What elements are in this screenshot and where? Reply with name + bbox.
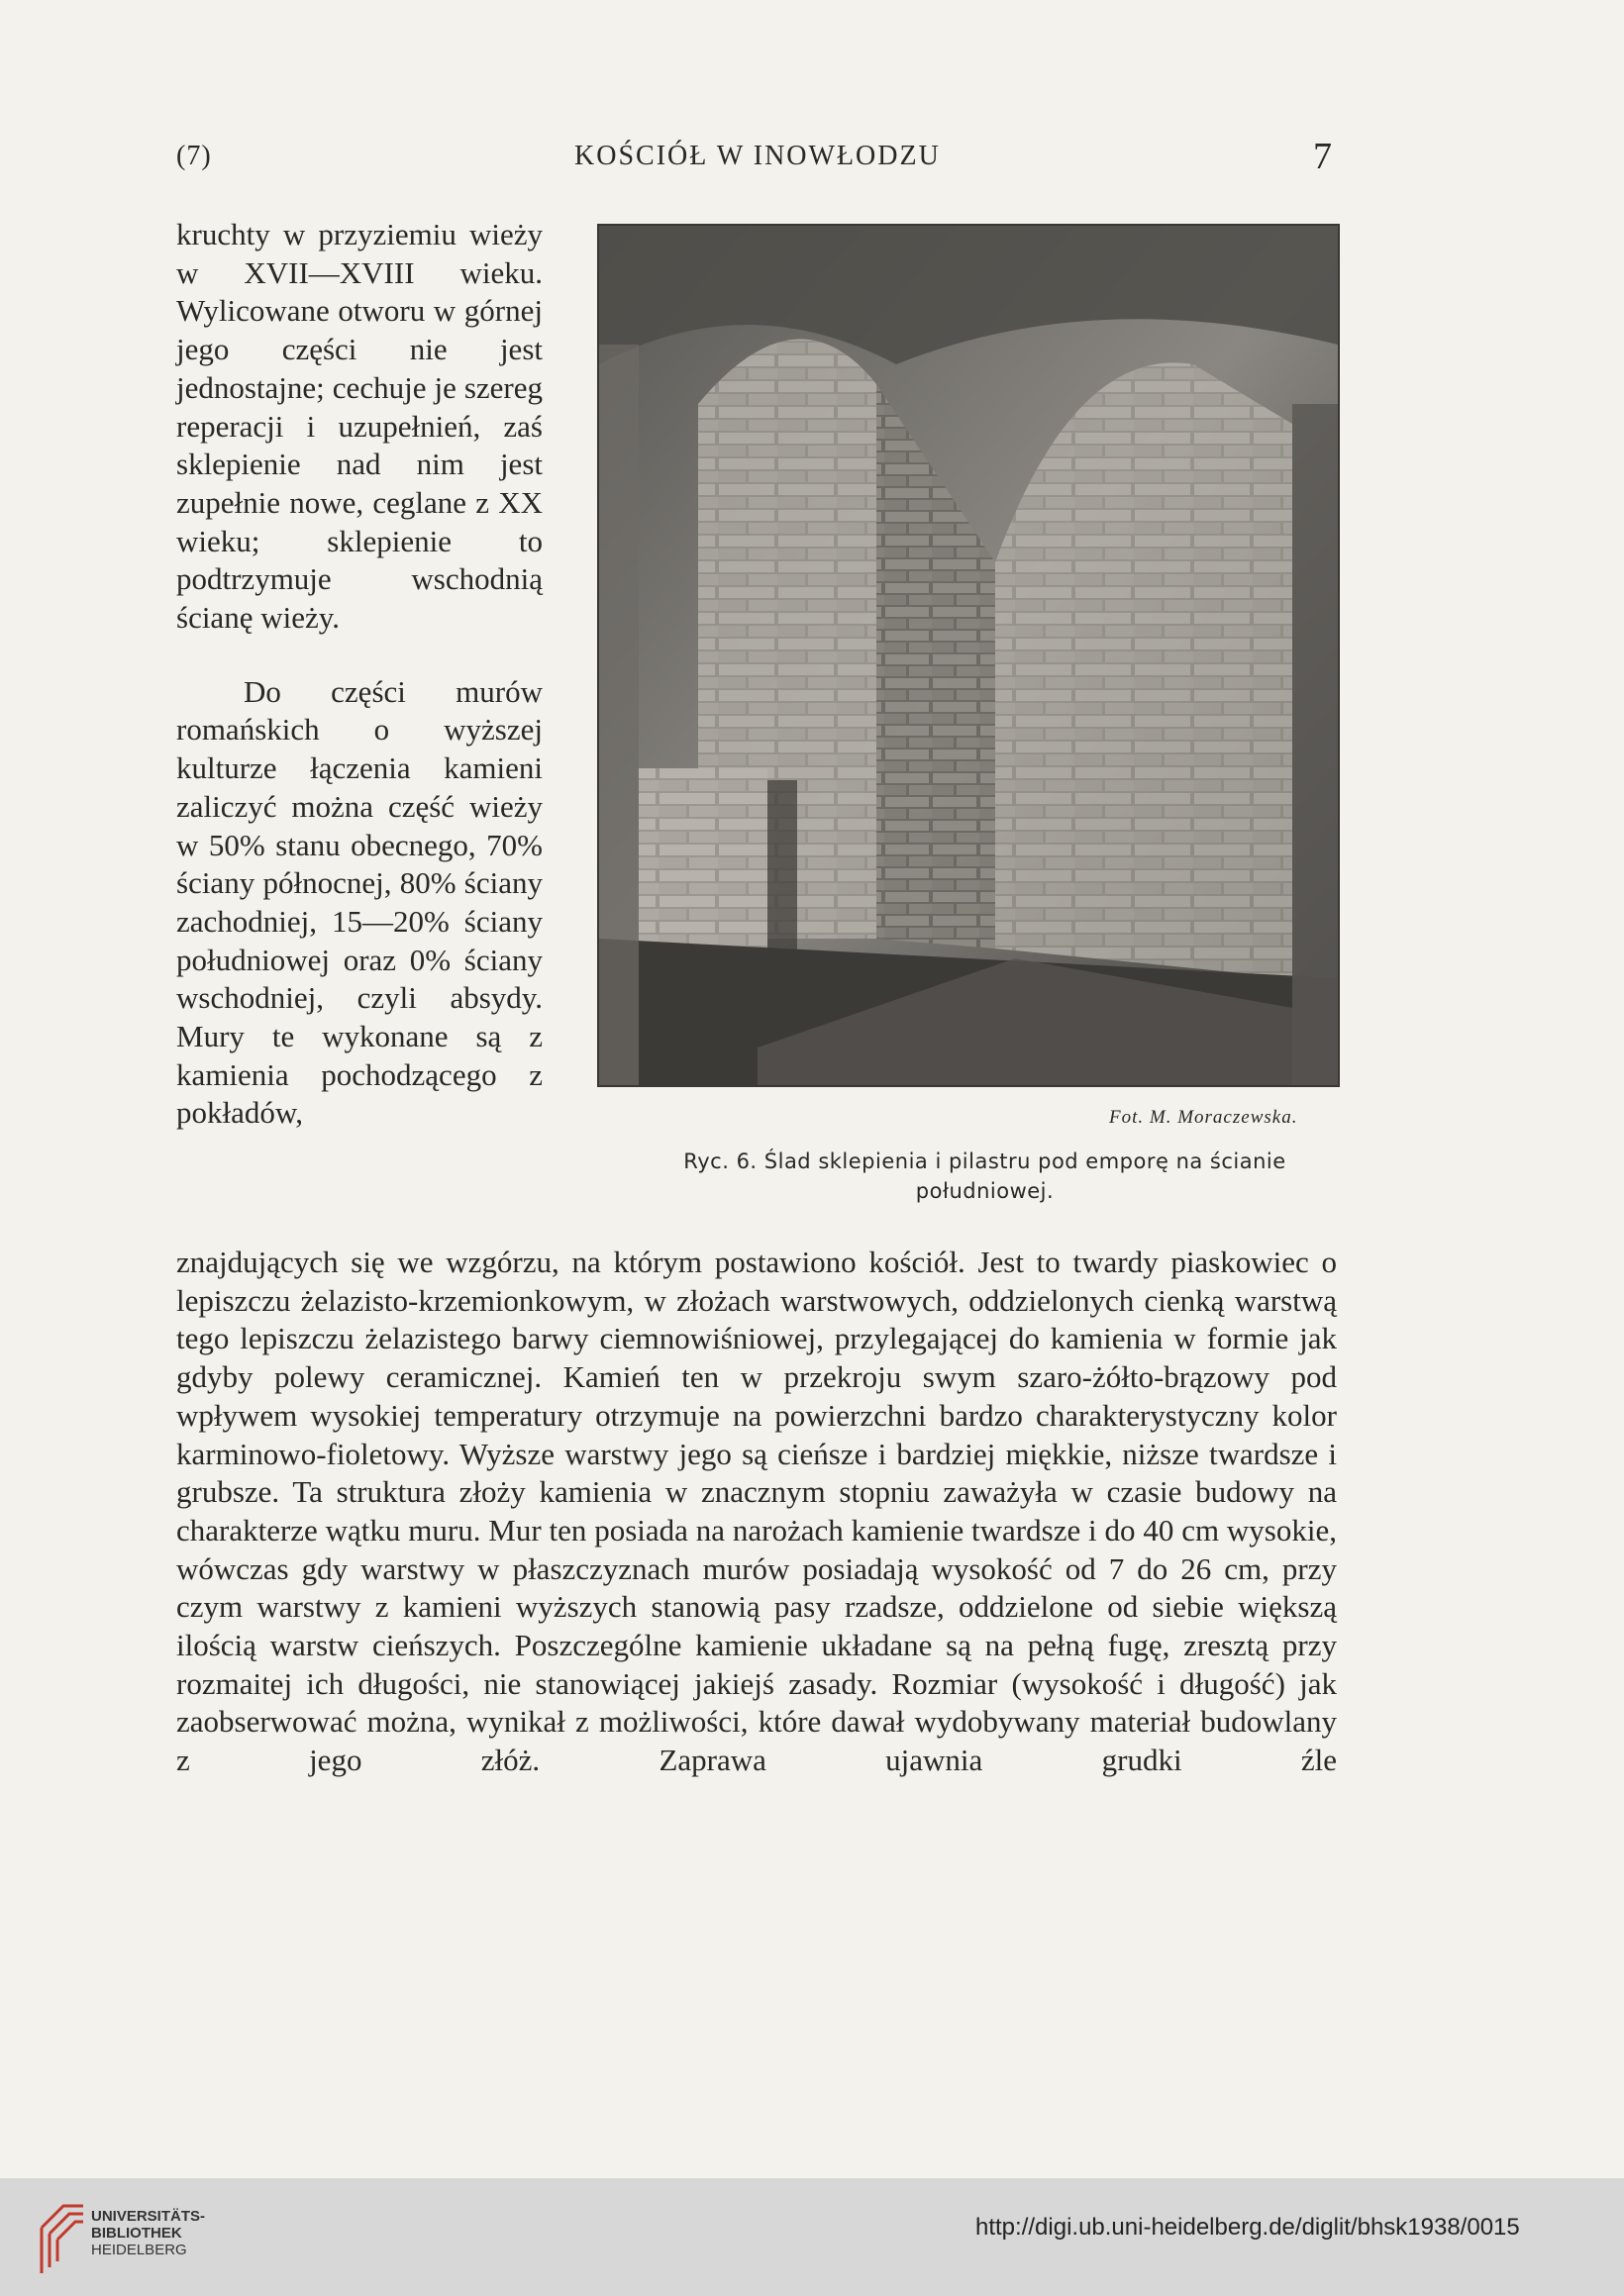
- figure-caption: Ryc. 6. Ślad sklepienia i pilastru pod emporę na ścianie południowej.: [683, 1149, 1286, 1203]
- library-footer: [0, 2178, 1624, 2296]
- page-number: 7: [1313, 136, 1332, 177]
- brick-wall-photo: [599, 226, 1338, 1085]
- library-logo-icon: [34, 2198, 89, 2277]
- column-paragraph-1: kruchty w przyziemiu wieży w XVII—XVIII wieku. Wylicowane otworu w górnej jego części nie jest jednostajne; cechuje je szereg reperacji i uzupełnień, zaś sklepienie nad nim jest zupełnie nowe, ceglane z XX wieku; sklepienie to podtrzymuje wschodnią ścianę wieży.: [176, 217, 543, 636]
- library-name-line2: BIBLIOTHEK: [91, 2225, 182, 2242]
- library-name-line1: UNIVERSITÄTS-: [91, 2208, 206, 2225]
- figure-photo: [597, 224, 1340, 1087]
- column-paragraph-2: Do części murów romańskich o wyższej kulturze łączenia kamieni zaliczyć można część wieży w 50% stanu obecnego, 70% ściany północnej, 80% ściany zachodniej, 15—20% ściany południowej oraz 0% ściany wschodniej, czyli absydy. Mury te wykonane są z kamienia pochodzącego z pokładów,: [176, 673, 543, 1131]
- body-text: znajdujących się we wzgórzu, na którym postawiono kościół. Jest to twardy piaskowiec o lepiszczu żelazisto-krzemionkowym, w złożach warstwowych, oddzielonych cienką warstwą tego lepiszczu żelazistego barwy ciemnowiśniowej, przylegającej do kamienia w formie jak gdyby polewy ceramicznej. Kamień ten w przekroju swym szaro-żółto-brązowy pod wpływem wysokiej temperatury otrzymuje na powierzchni bardzo charakterystyczny kolor karminowo-fioletowy. Wyższe warstwy jego są cieńsze i bardziej miękkie, niższe twardsze i grubsze. Ta struktura złoży kamienia w znacznym stopniu zaważyła w czasie budowy na charakterze wątku muru. Mur ten posiada na narożach kamienie twardsze i do 40 cm wysokie, wówczas gdy warstwy w płaszczyznach murów posiadają wysokość od 7 do 26 cm, przy czym warstwy z kamieni wyższych stanowią pasy rzadsze, oddzielone od siebie większą ilością warstw cieńszych. Poszczególne kamienie układane są na pełną fugę, zresztą przy rozmaitej ich długości, nie stanowiącej jakiejś zasady. Rozmiar (wysokość i długość) jak zaobserwować można, wynikał z możliwości, które dawał wydobywany materiał budowlany z jego złóż. Zaprawa ujawnia grudki źle: [176, 1245, 1337, 1778]
- library-name: [91, 2208, 205, 2258]
- photo-credit: Fot. M. Moraczewska.: [1109, 1107, 1298, 1128]
- column-text: [176, 216, 543, 1133]
- library-name-line3: HEIDELBERG: [91, 2242, 187, 2258]
- running-title: KOŚCIÓŁ W INOWŁODZU: [574, 141, 941, 171]
- source-url-link[interactable]: http://digi.ub.uni-heidelberg.de/diglit/bhsk1938/0015: [975, 2214, 1520, 2241]
- page-label: (7): [176, 141, 212, 171]
